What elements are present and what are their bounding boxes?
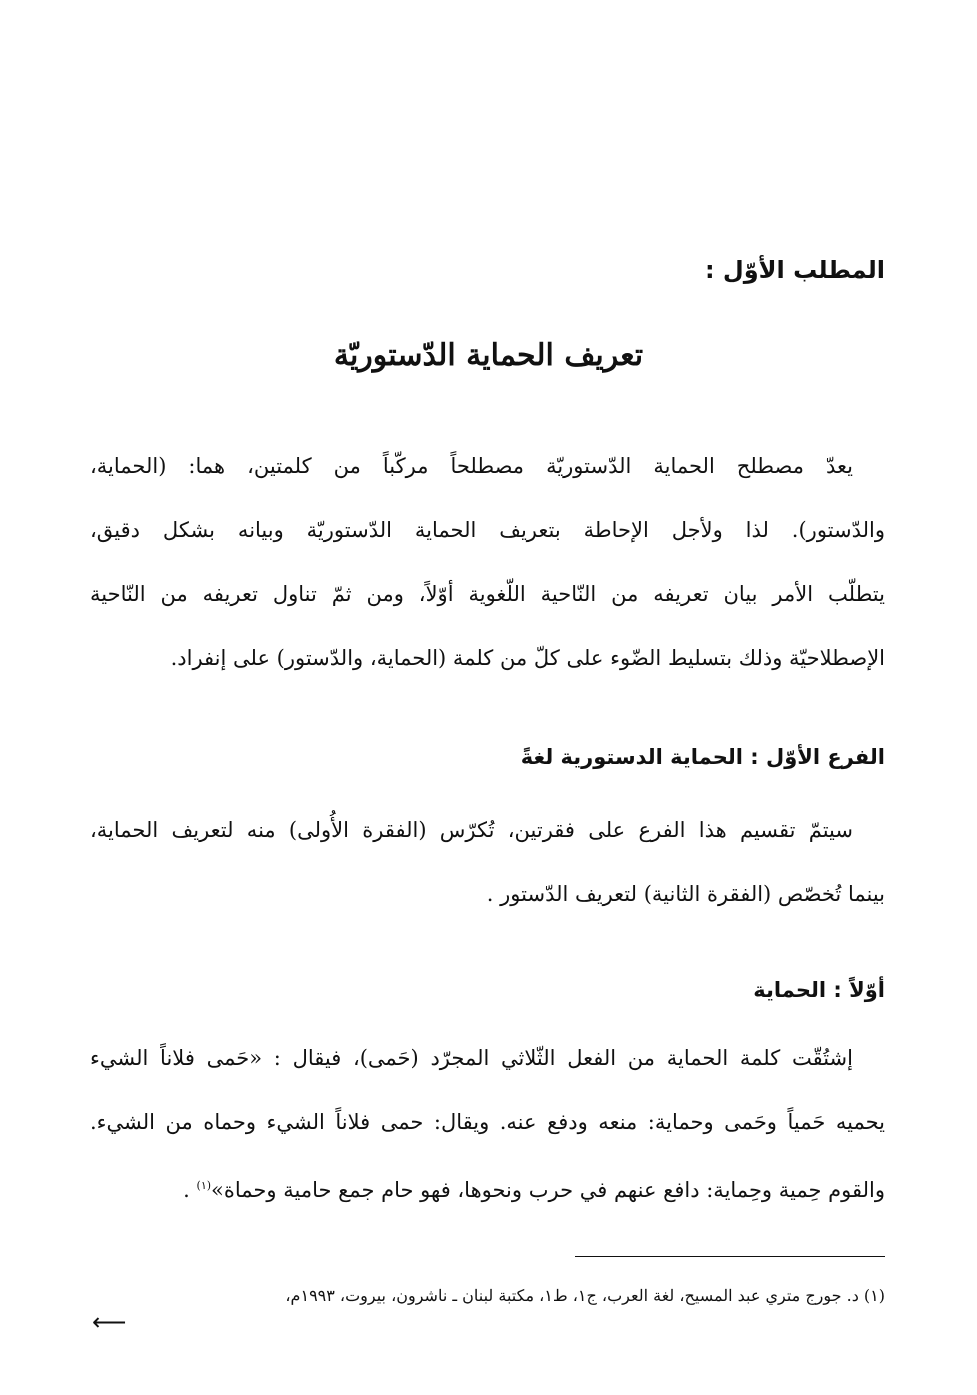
quote-text: والقوم حِمية وحِماية: دافع عنهم في حرب ونحوها، فهو حام جمع حامية وحماة» xyxy=(211,1178,885,1202)
paragraph-line: الإصطلاحيّة وذلك بتسليط الضّوء على كلّ من كلمة (الحماية، والدّستور) على إنفراد. xyxy=(170,646,885,670)
continuation-arrow-icon: ⟵ xyxy=(92,1308,127,1336)
section-heading: المطلب الأوّل : xyxy=(704,256,885,284)
definition-paragraph xyxy=(90,1026,885,1222)
paragraph-line xyxy=(90,1154,885,1222)
paragraph-line: بينما تُخصّص (الفقرة الثانية) لتعريف الدّستور . xyxy=(486,882,885,906)
paragraph-line: يعدّ مصطلح الحماية الدّستوريّة مصطلحاً مركّباً من كلمتين، هما: (الحماية، xyxy=(90,454,853,478)
line-end: . xyxy=(183,1178,197,1202)
intro-paragraph xyxy=(90,434,885,690)
footnote-reference[interactable]: (١) xyxy=(196,1179,212,1192)
paragraph-line: يحميه حَمياً وحَمى وحماية: منعه ودفع عنه. ويقال: حمى فلاناً الشيء وحماه من الشيء. xyxy=(90,1110,885,1134)
main-title: تعريف الحماية الدّستوريّة xyxy=(333,338,644,373)
subsection-heading: أوّلاً : الحماية xyxy=(753,978,885,1002)
paragraph-line: والدّستور). لذا ولأجل الإحاطة بتعريف الحماية الدّستوريّة وبيانه بشكل دقيق، xyxy=(90,518,885,542)
paragraph-line: يتطلّب الأمر بيان تعريفه من النّاحية اللّغوية أوّلاً، ومن ثمّ تناول تعريفه من النّاحية xyxy=(90,582,885,606)
footnote-divider xyxy=(575,1256,885,1257)
branch-paragraph xyxy=(90,798,885,926)
paragraph-line: سيتمّ تقسيم هذا الفرع على فقرتين، تُكرّس (الفقرة الأُولى) منه لتعريف الحماية، xyxy=(90,818,853,842)
branch-heading: الفرع الأوّل : الحماية الدستورية لغةً xyxy=(520,745,885,769)
paragraph-line: إشتُقّت كلمة الحماية من الفعل الثّلاثي المجرّد (حَمى)، فيقال : «حَمى فلاناً الشيء xyxy=(90,1046,853,1070)
footnote-text: (١) د. جورج متري عبد المسيح، لغة العرب، ج١، ط١، مكتبة لبنان ـ ناشرون، بيروت، ١٩٩٣م، xyxy=(285,1286,885,1305)
